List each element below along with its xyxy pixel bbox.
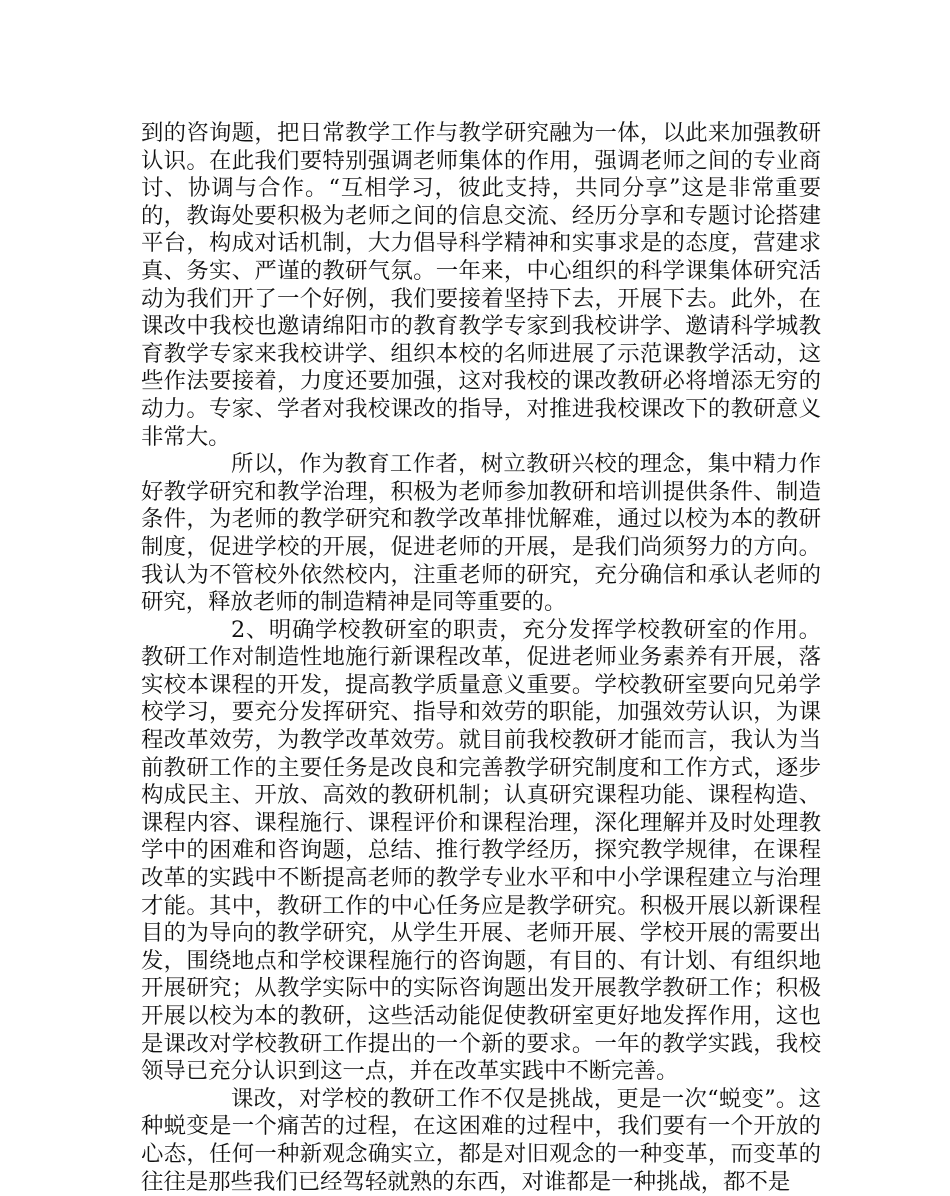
paragraph-2: 所以，作为教育工作者，树立教研兴校的理念，集中精力作好教学研究和教学治理，积极为老师参加教研和培训提供条件、制造条件，为老师的教学研究和教学改革排忧解难，通过以校为本的教研制度，促进学校的开展，促进老师的开展，是我们尚须努力的方向。我认为不管校外依然校内，注重老师的研究，充分确信和承认老师的研究，释放老师的制造精神是同等重要的。 <box>141 451 821 616</box>
document-page <box>141 120 821 1196</box>
paragraph-1: 到的咨询题，把日常教学工作与教学研究融为一体，以此来加强教研认识。在此我们要特别强调老师集体的作用，强调老师之间的专业商讨、协调与合作。“互相学习，彼此支持，共同分享”这是非常重要的，教诲处要积极为老师之间的信息交流、经历分享和专题讨论搭建平台，构成对话机制，大力倡导科学精神和实事求是的态度，营建求真、务实、严谨的教研气氛。一年来，中心组织的科学课集体研究活动为我们开了一个好例，我们要接着坚持下去，开展下去。此外，在课改中我校也邀请绵阳市的教育教学专家到我校讲学、邀请科学城教育教学专家来我校讲学、组织本校的名师进展了示范课教学活动，这些作法要接着，力度还要加强，这对我校的课改教研必将增添无穷的动力。专家、学者对我校课改的指导，对推进我校课改下的教研意义非常大。 <box>141 120 821 450</box>
paragraph-4: 课改，对学校的教研工作不仅是挑战，更是一次“蜕变”。这种蜕变是一个痛苦的过程，在这困难的过程中，我们要有一个开放的心态，任何一种新观念确实立，都是对旧观念的一种变革，而变革的往往是那些我们已经驾轻就熟的东西，对谁都是一种挑战，都不是 <box>141 1085 821 1195</box>
paragraph-3: 2、明确学校教研室的职责，充分发挥学校教研室的作用。教研工作对制造性地施行新课程改革，促进老师业务素养有开展，落实校本课程的开发，提高教学质量意义重要。学校教研室要向兄弟学校学习，要充分发挥研究、指导和效劳的职能，加强效劳认识，为课程改革效劳，为教学改革效劳。就目前我校教研才能而言，我认为当前教研工作的主要任务是改良和完善教学研究制度和工作方式，逐步构成民主、开放、高效的教研机制；认真研究课程功能、课程构造、课程内容、课程施行、课程评价和课程治理，深化理解并及时处理教学中的困难和咨询题，总结、推行教学经历，探究教学规律，在课程改革的实践中不断提高老师的教学专业水平和中小学课程建立与治理才能。其中，教研工作的中心任务应是教学研究。积极开展以新课程目的为导向的教学研究，从学生开展、老师开展、学校开展的需要出发，围绕地点和学校课程施行的咨询题，有目的、有计划、有组织地开展研究；从教学实际中的实际咨询题出发开展教学教研工作；积极开展以校为本的教研，这些活动能促使教研室更好地发挥作用，这也是课改对学校教研工作提出的一个新的要求。一年的教学实践，我校领导已充分认识到这一点，并在改革实践中不断完善。 <box>141 616 821 1085</box>
